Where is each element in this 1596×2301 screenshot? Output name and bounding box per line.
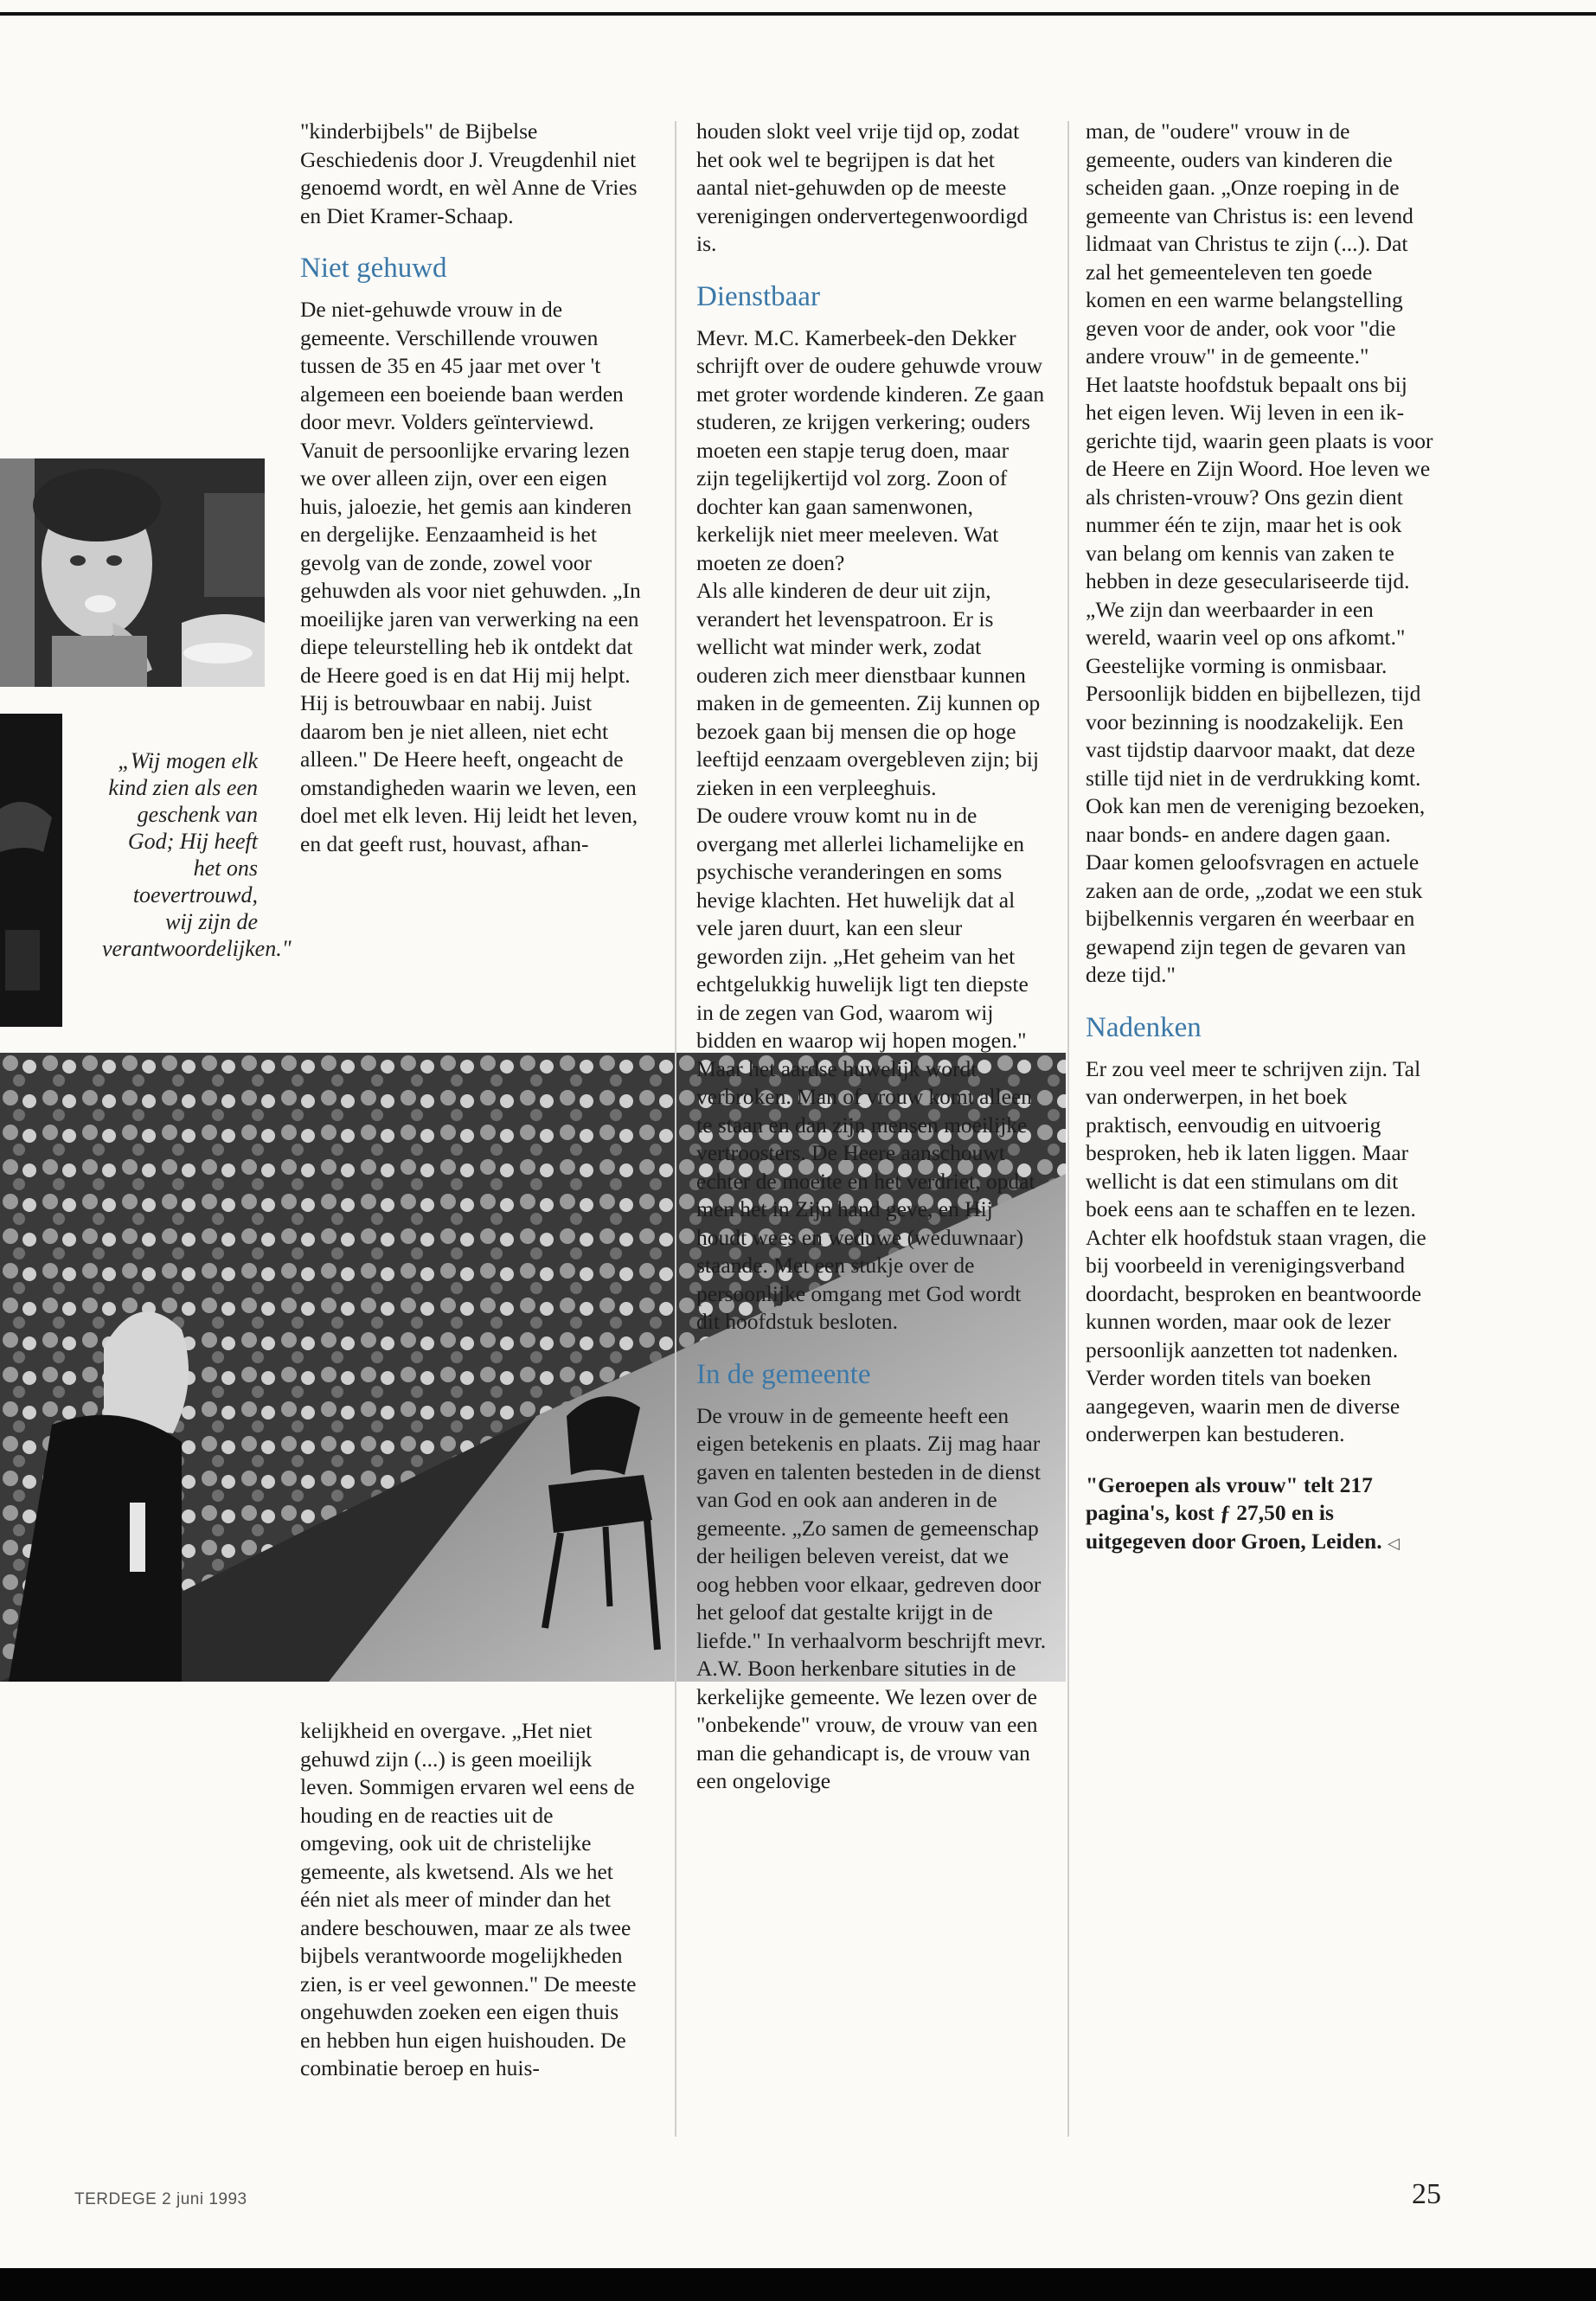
column-2-body-1a: Mevr. M.C. Kamerbeek-den Dekker schrijft over de oudere gehuwde vrouw met groter wordende kinderen. Ze gaan studeren, ze krijgen verkering; ouders moeten een stapje terug doen, maar zijn tegelijkertijd vol zorg. Zoon of dochter kan gaan samenwonen, kerkelijk niet meer meeleven. Wat moeten ze doen? bbox=[696, 324, 1045, 575]
column-2-body-1b: Als alle kinderen de deur uit zijn, verandert het levenspatroon. Er is wellicht wat minder werk, zodat ouderen zich meer dienstbaar kunnen maken in de gemeenten. Zij kunnen op bezoek gaan bij mensen die op hoge leeftijd eenzaam overgebleven zijn; bij zieken in een verpleeghuis. bbox=[696, 578, 1041, 800]
column-2-body-2: De vrouw in de gemeente heeft een eigen betekenis en plaats. Zij mag haar gaven en talenten besteden in de dienst van God en ook aan anderen in de gemeente. „Zo samen de gemeenschap der heiligen beleven vereist, dat we oog hebben voor elkaar, gedreven door het geloof dat gestalte krijgt in de liefde." In verhaalvorm beschrijft mevr. A.W. Boon herkenbare situties in de kerkelijke gemeente. We lezen over de "onbekende" vrouw, de vrouw van een man die gehandicapt is, de vrouw van een ongelovige bbox=[696, 1402, 1047, 1793]
publication-footer: TERDEGE 2 juni 1993 bbox=[74, 2190, 247, 2208]
column-2-intro: houden slokt veel vrije tijd op, zodat het ook wel te begrijpen is dat het aantal niet-gehuwden op de meeste verenigingen ondervertegenwoordigd is. bbox=[696, 119, 1029, 256]
column-3 bbox=[1086, 118, 1436, 1557]
column-3-body-2: Er zou veel meer te schrijven zijn. Tal van onderwerpen, in het boek praktisch, eenvoudig en uitvoerig besproken, heb ik laten liggen. Maar wellicht is dat een stimulans om dit boek eens aan te schaffen en te lezen. Achter elk hoofdstuk staan vragen, die bij voorbeeld in verenigingsverband doordacht, besproken en beantwoorde kunnen worden, maar ook de lezer persoonlijk aanzetten tot nadenken. Verder worden titels van boeken aangegeven, waarin men de diverse onderwerpen kan bestuderen. bbox=[1086, 1055, 1426, 1446]
page-number: 25 bbox=[1412, 2178, 1441, 2210]
book-credit bbox=[1086, 1471, 1436, 1558]
column-2-body-1c: De oudere vrouw komt nu in de overgang met allerlei lichamelijke en psychische veranderingen en soms hevige klachten. Het huwelijk dat al vele jaren duurt, kan een sleur geworden zijn. „Het geheim van het echtgelukkig huwelijk ligt ten diepste in de zegen van God, waarom wij bidden en waarop wij hopen mogen." Maar het aardse huwelijk wordt verbroken. Man of vrouw komt alleen te staan en dan zijn mensen moeilijke vertroosters. De Heere aanschouwt echter de moeite en het verdriet, opdat men het in Zijn hand geve, en Hij houdt wees en weduwe (weduwnaar) staande. Met een stukje over de persoonlijke omgang met God wordt dit hoofdstuk besloten. bbox=[696, 803, 1035, 1334]
column-1-intro: "kinderbijbels" de Bijbelse Geschiedenis door J. Vreugdenhil niet genoemd wordt, en wèl Anne de Vries en Diet Kramer-Schaap. bbox=[300, 119, 638, 228]
dark-photo bbox=[0, 714, 62, 1027]
heading-dienstbaar: Dienstbaar bbox=[696, 280, 820, 312]
heading-niet-gehuwd: Niet gehuwd bbox=[300, 253, 447, 284]
column-3-intro: man, de "oudere" vrouw in de gemeente, ouders van kinderen die scheiden gaan. „Onze roeping in de gemeente van Christus is: een levend lidmaat van Christus te zijn (...). Dat zal het gemeenteleven ten goede komen en een warme belangstelling geven voor de ander, ook voor "die andere vrouw" in de gemeente." bbox=[1086, 119, 1413, 369]
heading-in-de-gemeente: In de gemeente bbox=[696, 1358, 871, 1390]
column-3-body-1: Het laatste hoofdstuk bepaalt ons bij het eigen leven. Wij leven in een ik-gerichte tijd, waarin geen plaats is voor de Heere en Zijn Woord. Hoe leven we als christen-vrouw? Ons gezin dient nummer één te zijn, maar het is ook van belang om kennis van zaken te hebben in deze geseculariseerde tijd. „We zijn dan weerbaarder in een wereld, waarin veel op ons afkomt." Geestelijke vorming is onmisbaar. Persoonlijk bidden en bijbellezen, tijd voor bezinning is noodzakelijk. Een vast tijdstip daarvoor maakt, dat deze stille tijd niet in de verdrukking komt. Ook kan men de vereniging bezoeken, naar bonds- en andere dagen gaan. Daar komen geloofsvragen en actuele zaken aan de orde, „zodat we een stuk bijbelkennis vergaren én weerbaar en gewapend zijn tegen de gevaren van deze tijd." bbox=[1086, 371, 1433, 987]
column-1 bbox=[300, 118, 644, 858]
bottom-band bbox=[0, 2268, 1596, 2301]
pull-quote: „Wij mogen elk kind zien als een geschenk van God; Hij heeft het ons toevertrouwd, wij zijn de verantwoordelijken." bbox=[102, 748, 292, 961]
column-1-continued bbox=[300, 1717, 644, 2083]
heading-nadenken: Nadenken bbox=[1086, 1011, 1202, 1043]
column-2 bbox=[696, 118, 1047, 1796]
child-photo bbox=[0, 458, 265, 687]
book-credit-text: "Geroepen als vrouw" telt 217 pagina's, kost ƒ 27,50 en is uitgegeven door Groen, Leiden. bbox=[1086, 1471, 1382, 1554]
column-divider-2 bbox=[1067, 121, 1069, 2137]
column-1-body: De niet-gehuwde vrouw in de gemeente. Verschillende vrouwen tussen de 35 en 45 jaar met over 't algemeen een boeiende baan werden door mevr. Volders geïnterviewd. Vanuit de persoonlijke ervaring lezen we over alleen zijn, over een eigen huis, jaloezie, het gemis aan kinderen en dergelijke. Eenzaamheid is het gevolg van de zonde, zowel voor gehuwden als voor niet gehuwden. „In moeilijke jaren van verwerking na een diepe teleurstelling heb ik ontdekt dat de Heere goed is en dat Hij mij helpt. Hij is betrouwbaar en nabij. Juist daarom ben je niet alleen, niet echt alleen." De Heere heeft, ongeacht de omstandigheden waarin we leven, een doel met elk leven. Hij leidt het leven, en dat geeft rust, houvast, afhan- bbox=[300, 297, 641, 856]
child-photo-image bbox=[0, 458, 265, 687]
top-rule bbox=[0, 12, 1596, 16]
column-1-continued-text: kelijkheid en overgave. „Het niet gehuwd zijn (...) is geen moeilijk leven. Sommigen ervaren wel eens de houding en de reacties uit de omgeving, ook uit de christelijke gemeente, als kwetsend. Als we het één niet als meer of minder dan het andere beschouwen, maar ze als twee bijbels verantwoorde mogelijkheden zien, is er veel gewonnen." De meeste ongehuwden zoeken een eigen thuis en hebben hun eigen huishouden. De combinatie beroep en huis- bbox=[300, 1718, 637, 2080]
column-divider-1 bbox=[675, 121, 676, 2137]
dark-photo-image bbox=[0, 714, 62, 1027]
end-mark-icon: ◁ bbox=[1387, 1534, 1400, 1552]
